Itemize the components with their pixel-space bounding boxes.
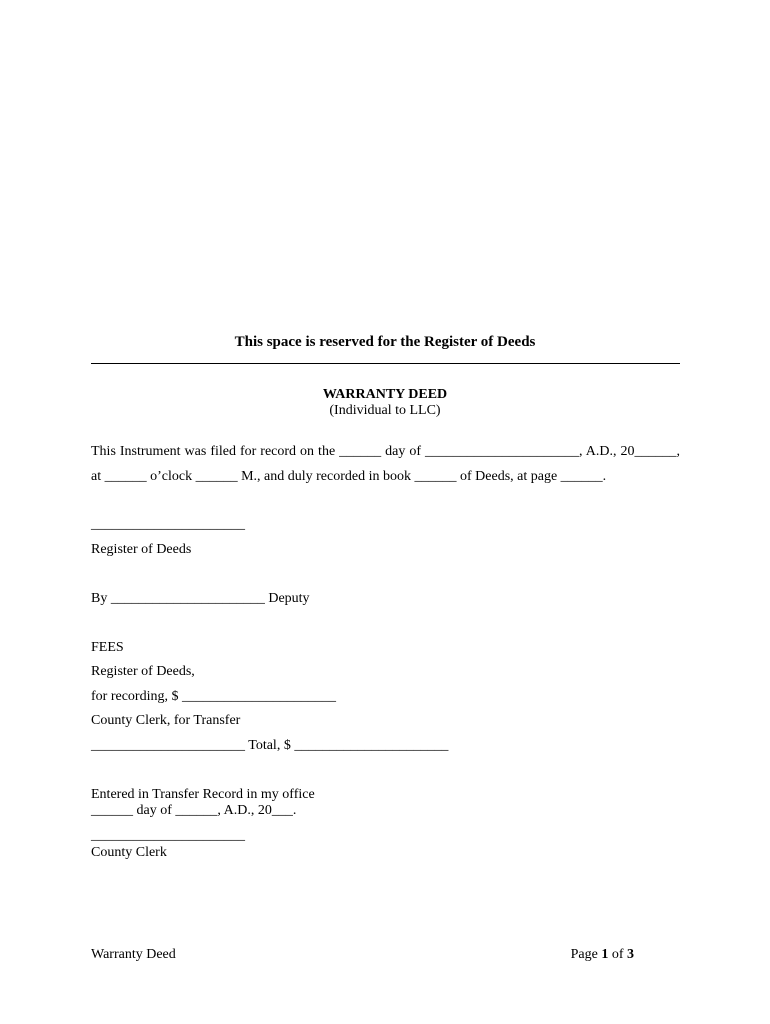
transfer-entry-line-2: ______ day of ______, A.D., 20___. xyxy=(91,803,297,818)
page-number xyxy=(571,947,634,963)
footer-doc-title: Warranty Deed xyxy=(91,947,176,962)
fees-recording: for recording, $ ______________________ xyxy=(91,689,336,704)
page-prefix: Page xyxy=(570,947,598,962)
reserved-header: This space is reserved for the Register of Deeds xyxy=(234,334,536,350)
filing-line-2: at ______ o’clock ______ M., and duly recorded in book ______ of Deeds, at page ______. xyxy=(91,469,607,484)
filing-line-1: This Instrument was filed for record on the ______ day of ______________________, A.D., 20______, xyxy=(91,444,680,459)
fees-county-clerk: County Clerk, for Transfer xyxy=(91,713,241,728)
register-label: Register of Deeds xyxy=(91,542,192,557)
transfer-entry-line-1: Entered in Transfer Record in my office xyxy=(91,787,315,802)
fees-register: Register of Deeds, xyxy=(91,664,195,679)
document-subtitle: (Individual to LLC) xyxy=(329,403,441,418)
page-current: 1 xyxy=(601,947,609,962)
clerk-label: County Clerk xyxy=(91,845,167,860)
document-title: WARRANTY DEED xyxy=(322,387,448,402)
fees-total: ______________________ Total, $ ______________________ xyxy=(91,738,449,753)
header-divider xyxy=(91,363,680,364)
page-total: 3 xyxy=(627,947,634,962)
register-signature-line: ______________________ xyxy=(91,517,245,532)
by-deputy-line: By ______________________ Deputy xyxy=(91,591,310,606)
clerk-signature-line: ______________________ xyxy=(91,828,245,843)
fees-heading: FEES xyxy=(91,640,124,655)
page-of: of xyxy=(611,947,624,962)
